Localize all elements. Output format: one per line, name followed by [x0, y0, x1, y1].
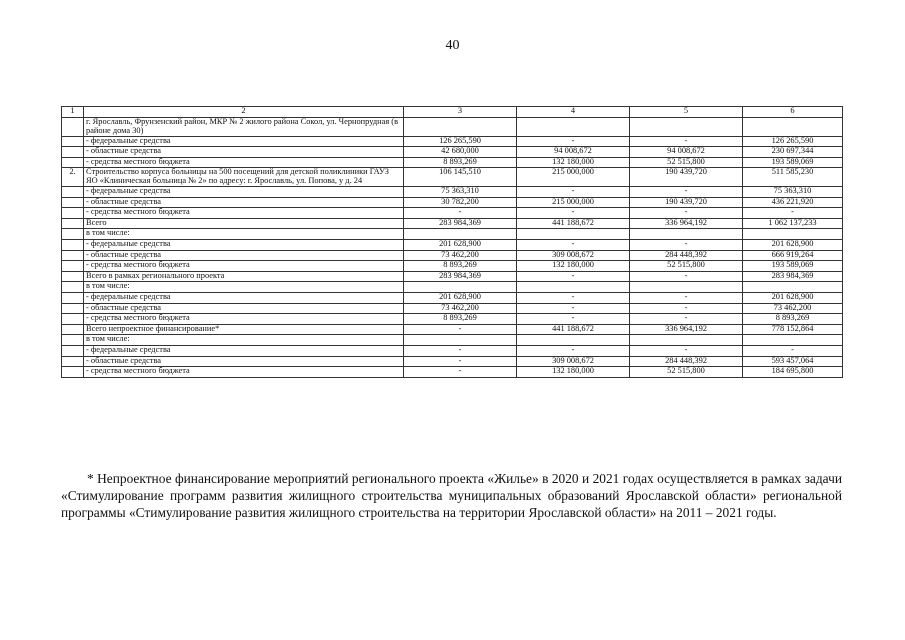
- value-cell: -: [404, 345, 517, 356]
- value-cell: 336 964,192: [630, 218, 743, 229]
- value-cell: -: [630, 208, 743, 219]
- row-label-cell: - средства местного бюджета: [84, 367, 404, 378]
- value-cell: -: [517, 240, 630, 251]
- row-label-cell: - средства местного бюджета: [84, 314, 404, 325]
- value-cell: 106 145,510: [404, 168, 517, 187]
- row-number-cell: [62, 250, 84, 261]
- value-cell: 75 363,310: [743, 187, 843, 198]
- column-header: 2: [84, 107, 404, 118]
- table-row: [62, 187, 843, 198]
- table-row: [62, 240, 843, 251]
- value-cell: 8 893,269: [404, 314, 517, 325]
- column-header: 5: [630, 107, 743, 118]
- value-cell: -: [404, 367, 517, 378]
- row-label-cell: - средства местного бюджета: [84, 208, 404, 219]
- value-cell: 42 680,000: [404, 147, 517, 158]
- row-number-cell: [62, 356, 84, 367]
- value-cell: 283 984,369: [743, 271, 843, 282]
- row-label-cell: г. Ярославль, Фрунзенский район, МКР № 2 жилого района Сокол, ул. Чернопрудная (в районе дома 30): [84, 118, 404, 137]
- value-cell: 201 628,900: [404, 292, 517, 303]
- row-number-cell: [62, 147, 84, 158]
- table-row: [62, 197, 843, 208]
- table-row: [62, 168, 843, 187]
- table-header-row: [62, 107, 843, 118]
- table-row: [62, 356, 843, 367]
- value-cell: -: [517, 303, 630, 314]
- table-row: [62, 157, 843, 168]
- value-cell: 201 628,900: [743, 292, 843, 303]
- row-label-cell: - областные средства: [84, 356, 404, 367]
- value-cell: [404, 335, 517, 346]
- row-number-cell: [62, 136, 84, 147]
- row-label-cell: - федеральные средства: [84, 345, 404, 356]
- table-row: [62, 218, 843, 229]
- row-number-cell: [62, 282, 84, 293]
- row-number-cell: [62, 187, 84, 198]
- table-row: [62, 345, 843, 356]
- value-cell: 441 188,672: [517, 324, 630, 335]
- value-cell: -: [743, 345, 843, 356]
- value-cell: 441 188,672: [517, 218, 630, 229]
- row-label-cell: - средства местного бюджета: [84, 261, 404, 272]
- value-cell: 30 782,200: [404, 197, 517, 208]
- value-cell: -: [517, 187, 630, 198]
- table-row: [62, 229, 843, 240]
- table-row: [62, 324, 843, 335]
- value-cell: -: [630, 303, 743, 314]
- value-cell: 8 893,269: [404, 157, 517, 168]
- table-row: [62, 250, 843, 261]
- row-label-cell: Всего: [84, 218, 404, 229]
- value-cell: 126 265,590: [404, 136, 517, 147]
- value-cell: -: [630, 345, 743, 356]
- row-number-cell: [62, 218, 84, 229]
- value-cell: 666 919,264: [743, 250, 843, 261]
- value-cell: 230 697,344: [743, 147, 843, 158]
- row-number-cell: [62, 292, 84, 303]
- value-cell: 593 457,064: [743, 356, 843, 367]
- row-number-cell: [62, 345, 84, 356]
- table-row: [62, 335, 843, 346]
- value-cell: 8 893,269: [743, 314, 843, 325]
- value-cell: 73 462,200: [743, 303, 843, 314]
- value-cell: [517, 282, 630, 293]
- table-row: [62, 303, 843, 314]
- value-cell: [743, 118, 843, 137]
- row-label-cell: в том числе:: [84, 229, 404, 240]
- value-cell: 73 462,200: [404, 250, 517, 261]
- row-label-cell: в том числе:: [84, 335, 404, 346]
- value-cell: 52 515,800: [630, 157, 743, 168]
- column-header: 1: [62, 107, 84, 118]
- value-cell: [630, 282, 743, 293]
- value-cell: 336 964,192: [630, 324, 743, 335]
- value-cell: 511 585,230: [743, 168, 843, 187]
- footnote: [61, 470, 842, 521]
- value-cell: -: [517, 136, 630, 147]
- row-label-cell: - федеральные средства: [84, 292, 404, 303]
- row-number-cell: [62, 261, 84, 272]
- value-cell: 778 152,864: [743, 324, 843, 335]
- row-label-cell: - федеральные средства: [84, 136, 404, 147]
- table-row: [62, 261, 843, 272]
- value-cell: 193 589,069: [743, 261, 843, 272]
- row-number-cell: [62, 157, 84, 168]
- value-cell: -: [630, 136, 743, 147]
- row-label-cell: Всего в рамках регионального проекта: [84, 271, 404, 282]
- value-cell: 309 008,672: [517, 250, 630, 261]
- value-cell: -: [630, 314, 743, 325]
- value-cell: 132 180,000: [517, 261, 630, 272]
- row-label-cell: - областные средства: [84, 197, 404, 208]
- row-number-cell: [62, 240, 84, 251]
- value-cell: 94 008,672: [517, 147, 630, 158]
- value-cell: [404, 229, 517, 240]
- value-cell: -: [517, 314, 630, 325]
- table-row: [62, 292, 843, 303]
- value-cell: 284 448,392: [630, 356, 743, 367]
- value-cell: [404, 282, 517, 293]
- row-label-cell: - областные средства: [84, 303, 404, 314]
- value-cell: 94 008,672: [630, 147, 743, 158]
- value-cell: 193 589,069: [743, 157, 843, 168]
- value-cell: 201 628,900: [743, 240, 843, 251]
- page-number: 40: [445, 38, 460, 53]
- table-row: [62, 271, 843, 282]
- value-cell: [630, 118, 743, 137]
- value-cell: 184 695,800: [743, 367, 843, 378]
- row-label-cell: - средства местного бюджета: [84, 157, 404, 168]
- value-cell: 52 515,800: [630, 367, 743, 378]
- value-cell: -: [630, 271, 743, 282]
- value-cell: [743, 335, 843, 346]
- table-row: [62, 118, 843, 137]
- value-cell: 52 515,800: [630, 261, 743, 272]
- value-cell: [404, 118, 517, 137]
- table-row: [62, 282, 843, 293]
- value-cell: [517, 118, 630, 137]
- value-cell: 190 439,720: [630, 197, 743, 208]
- value-cell: -: [517, 292, 630, 303]
- footnote-text: * Непроектное финансирование мероприятий регионального проекта «Жилье» в 2020 и 2021 годах осуществляется в рамках задачи «Стимулирование программ развития жилищного строительства муниципальных образований Ярославской области» региональной программы «Стимулирование развития жилищного строительства на территории Ярославской области» на 2011 – 2021 годы.: [61, 471, 842, 520]
- row-label-cell: - федеральные средства: [84, 187, 404, 198]
- value-cell: 190 439,720: [630, 168, 743, 187]
- value-cell: -: [404, 208, 517, 219]
- row-label-cell: Всего непроектное финансирование*: [84, 324, 404, 335]
- value-cell: 8 893,269: [404, 261, 517, 272]
- row-label-cell: - федеральные средства: [84, 240, 404, 251]
- value-cell: [743, 282, 843, 293]
- value-cell: [517, 335, 630, 346]
- table-row: [62, 147, 843, 158]
- row-label-cell: в том числе:: [84, 282, 404, 293]
- value-cell: -: [517, 345, 630, 356]
- value-cell: 436 221,920: [743, 197, 843, 208]
- value-cell: 215 000,000: [517, 197, 630, 208]
- value-cell: -: [404, 356, 517, 367]
- table-row: [62, 208, 843, 219]
- value-cell: -: [743, 208, 843, 219]
- value-cell: 75 363,310: [404, 187, 517, 198]
- row-number-cell: [62, 367, 84, 378]
- value-cell: -: [630, 240, 743, 251]
- row-number-cell: [62, 118, 84, 137]
- row-label-cell: Строительство корпуса больницы на 500 посещений для детской поликлиники ГАУЗ ЯО «Клиническая больница № 2» по адресу: г. Ярославль, ул. Попова, у д. 24: [84, 168, 404, 187]
- value-cell: [630, 229, 743, 240]
- row-number-cell: [62, 314, 84, 325]
- row-number-cell: [62, 271, 84, 282]
- row-number-cell: [62, 335, 84, 346]
- row-label-cell: - областные средства: [84, 250, 404, 261]
- row-number-cell: 2.: [62, 168, 84, 187]
- value-cell: [630, 335, 743, 346]
- row-number-cell: [62, 197, 84, 208]
- table-row: [62, 314, 843, 325]
- financing-table: [61, 106, 843, 378]
- value-cell: 132 180,000: [517, 367, 630, 378]
- value-cell: -: [404, 324, 517, 335]
- value-cell: 126 265,590: [743, 136, 843, 147]
- row-number-cell: [62, 303, 84, 314]
- value-cell: [743, 229, 843, 240]
- value-cell: 201 628,900: [404, 240, 517, 251]
- table-row: [62, 136, 843, 147]
- row-number-cell: [62, 229, 84, 240]
- row-label-cell: - областные средства: [84, 147, 404, 158]
- value-cell: 215 000,000: [517, 168, 630, 187]
- value-cell: -: [517, 208, 630, 219]
- value-cell: 284 448,392: [630, 250, 743, 261]
- column-header: 3: [404, 107, 517, 118]
- value-cell: -: [630, 292, 743, 303]
- value-cell: 283 984,369: [404, 218, 517, 229]
- row-number-cell: [62, 208, 84, 219]
- value-cell: 132 180,000: [517, 157, 630, 168]
- column-header: 6: [743, 107, 843, 118]
- value-cell: 73 462,200: [404, 303, 517, 314]
- table-row: [62, 367, 843, 378]
- value-cell: 1 062 137,233: [743, 218, 843, 229]
- value-cell: -: [517, 271, 630, 282]
- row-number-cell: [62, 324, 84, 335]
- value-cell: -: [630, 187, 743, 198]
- column-header: 4: [517, 107, 630, 118]
- table-body: [62, 118, 843, 378]
- value-cell: 283 984,369: [404, 271, 517, 282]
- value-cell: 309 008,672: [517, 356, 630, 367]
- value-cell: [517, 229, 630, 240]
